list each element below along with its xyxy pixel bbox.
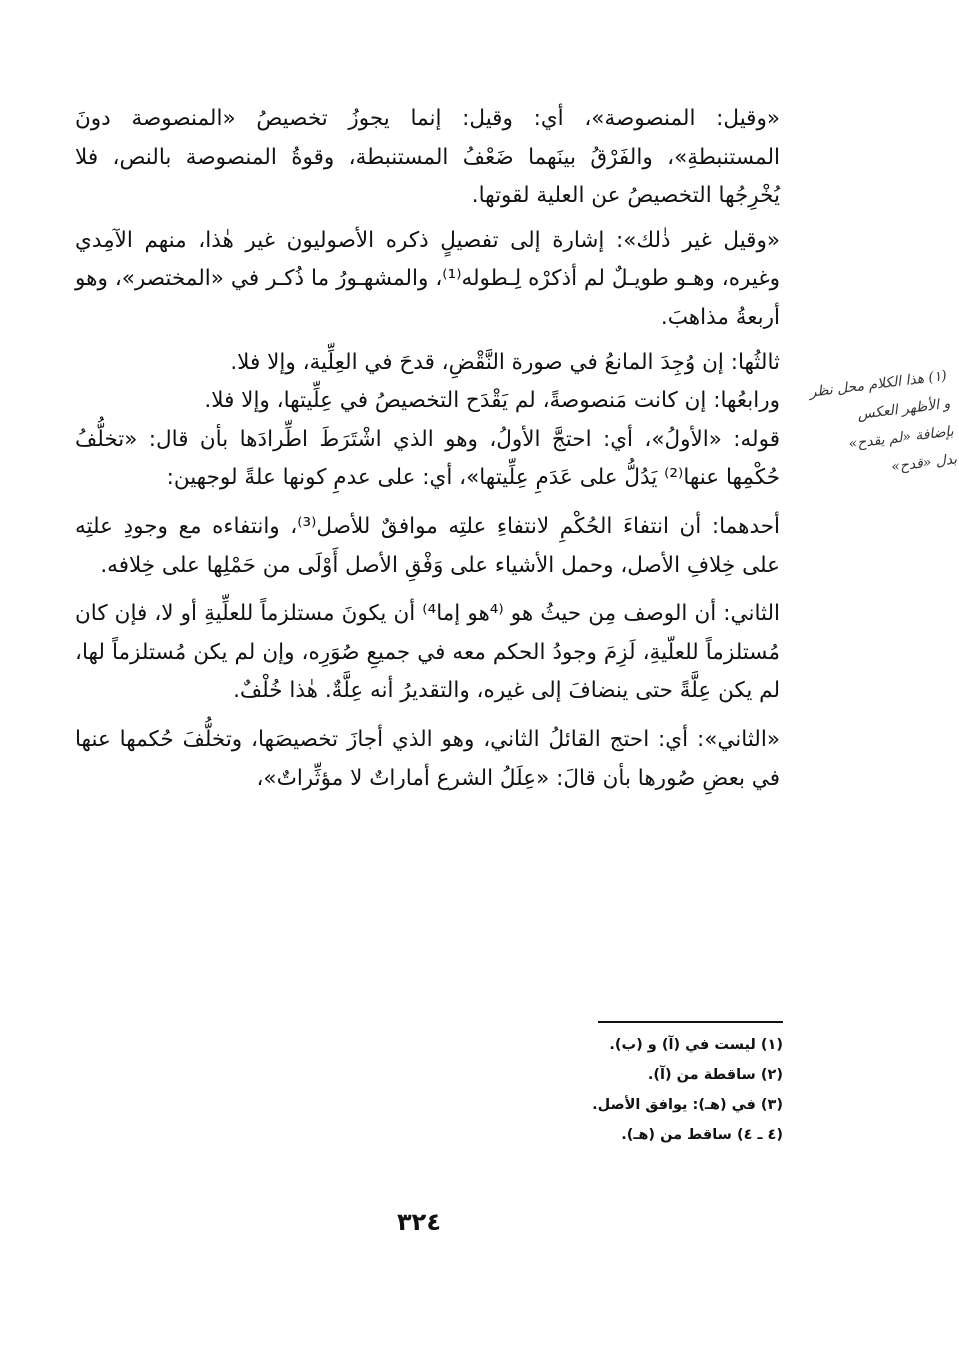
paragraph: أحدهما: أن انتفاءَ الحُكْمِ لانتفاءِ علتِه موافقٌ للأصل⁽³⁾، وانتفاءه مع وجودِ علتِه على خِلافِ الأصل، وحمل الأشياء على وَفْقِ الأصل أَوْلَى من حَمْلِها على خِلافه. xyxy=(75,513,780,578)
margin-note-line: و الأظهر العكس xyxy=(856,395,952,424)
paragraph: الثاني: أن الوصف مِن حيثُ هو ⁽⁴هو إما⁴⁾ أن يكونَ مستلزماً للعلِّيةِ أو لا، فإن كان مُستلزماً للعلّيةِ، لَزِمَ وجودُ الحكم معه في جميعِ صُوَرِه، وإن لم يكن مُستلزماً لها، لم يكن عِلَّةً حتى ينضافَ إلى غيره، والتقديرُ أنه عِلَّةٌ. هٰذا خُلْفٌ. xyxy=(75,601,781,704)
paragraph: «وقيل: المنصوصة»، أي: وقيل: إنما يجوزُ تخصيصُ «المنصوصة دونَ المستنبطةِ»، والفَرْقُ بينَهما ضَعْفُ المستنبطة، وقوةُ المنصوصة بالنص، فلا يُخْرِجُها التخصيصُ عن العلية لقوتها. xyxy=(75,106,780,209)
paragraph: «وقيل غير ذٰلك»: إشارة إلى تفصيلٍ ذكره الأصوليون غير هٰذا، منهم الآمِدي وغيره، وهـو طويـلٌ لم أذكرْه لِـطوله⁽¹⁾، والمشهـورُ ما ذُكـر في «المختصر»، وهو أربعةُ مذاهبَ. xyxy=(75,227,780,330)
handwritten-margin-note xyxy=(742,362,959,498)
paragraph: قوله: «الأولُ»، أي: احتجَّ الأولُ، وهو الذي اشْتَرَطَ اطِّرادَها بأن قال: «تخلُّفُ حُكْمِها عنها⁽²⁾ يَدُلُّ على عَدَمِ عِلِّيتها»، أي: على عدمِ كونها علةً لوجهين: xyxy=(75,426,780,491)
footnote-divider xyxy=(598,1021,783,1023)
footnote: (٣) في (هـ): يوافق الأصل. xyxy=(592,1097,783,1113)
paragraph: «الثاني»: أي: احتج القائلُ الثاني، وهو الذي أجازَ تخصيصَها، وتخلُّفَ حُكمها عنها في بعضِ صُورها بأن قالَ: «عِلَلُ الشرع أماراتٌ لا مؤثِّراتٌ»، xyxy=(75,726,780,791)
paragraph: ورابعُها: إن كانت مَنصوصةً، لم يَقْدَح التخصيصُ في عِلِّيتها، وإلا فلا. xyxy=(204,388,780,414)
footnotes xyxy=(430,1030,783,1150)
margin-note-line: بإضافة «لم يقدح» xyxy=(847,423,955,453)
page-number: ٣٢٤ xyxy=(397,1208,441,1236)
footnote: (١) ليست في (آ) و (ب). xyxy=(609,1037,783,1053)
footnote: (٢) ساقطة من (آ). xyxy=(647,1067,783,1083)
footnote: (٤ ـ ٤) ساقط من (هـ). xyxy=(621,1127,783,1143)
main-text xyxy=(75,100,780,798)
margin-note-line: بدل «قدح» xyxy=(890,451,958,476)
margin-note-line: (١) هذا الكلام محل نظر xyxy=(808,367,948,401)
paragraph: ثالثُها: إن وُجِدَ المانعُ في صورة النَّقْضِ، قدحَ في العِلِّية، وإلا فلا. xyxy=(230,349,780,375)
